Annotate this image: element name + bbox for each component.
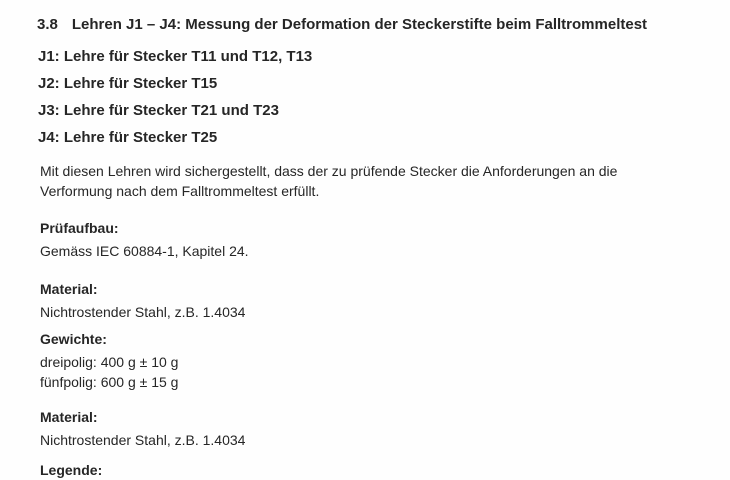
gauge-item-j2: J2: Lehre für Stecker T15 <box>38 75 218 92</box>
section-number: 3.8 <box>37 16 58 33</box>
section-legende <box>40 462 102 480</box>
gauge-item-j1: J1: Lehre für Stecker T11 und T12, T13 <box>38 48 313 65</box>
section-gewichte <box>40 331 178 392</box>
section-value-gewichte-dreipolig: dreipolig: 400 g ± 10 g <box>40 354 179 370</box>
section-value-gewichte-fuenfpolig: fünfpolig: 600 g ± 15 g <box>40 374 179 390</box>
section-pruefaufbau <box>40 220 249 261</box>
section-label-gewichte: Gewichte: <box>40 331 107 347</box>
gauge-list <box>38 48 312 156</box>
section-material-1 <box>40 281 245 322</box>
section-value-pruefaufbau: Gemäss IEC 60884-1, Kapitel 24. <box>40 243 249 259</box>
section-label-pruefaufbau: Prüfaufbau: <box>40 220 119 236</box>
intro-paragraph: Mit diesen Lehren wird sichergestellt, dass der zu prüfende Stecker die Anforderungen an die Verformung nach dem Falltrommeltest erfüllt. <box>40 163 618 199</box>
section-value-material-2: Nichtrostender Stahl, z.B. 1.4034 <box>40 432 246 448</box>
section-value-material-1: Nichtrostender Stahl, z.B. 1.4034 <box>40 304 246 320</box>
section-label-material-2: Material: <box>40 409 98 425</box>
section-heading <box>37 16 647 33</box>
gauge-item-j4: J4: Lehre für Stecker T25 <box>38 129 218 146</box>
section-material-2 <box>40 409 245 450</box>
section-label-material-1: Material: <box>40 281 98 297</box>
section-label-legende: Legende: <box>40 462 103 478</box>
gauge-item-j3: J3: Lehre für Stecker T21 und T23 <box>38 102 279 119</box>
section-title: Lehren J1 – J4: Messung der Deformation der Steckerstifte beim Falltrommeltest <box>71 16 648 33</box>
